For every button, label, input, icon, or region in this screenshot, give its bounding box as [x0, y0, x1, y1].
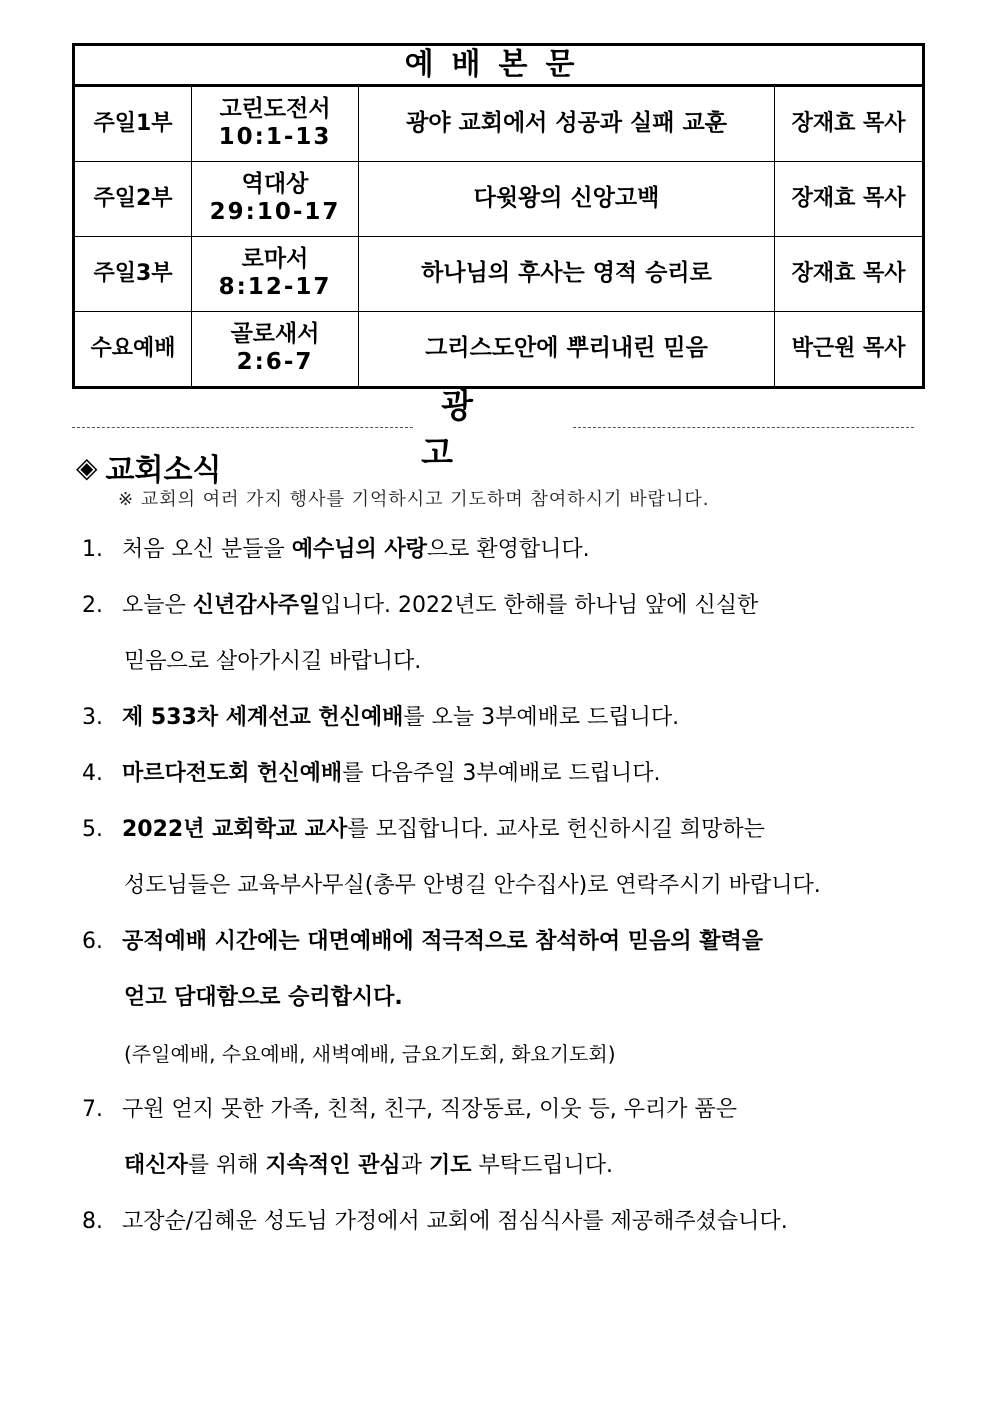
sermon-title: 다윗왕의 신앙고백 [359, 162, 775, 237]
item-text: 으로 환영합니다. [426, 537, 590, 562]
item-text-bold: 2022년 교회학교 교사 [122, 817, 348, 842]
service-name: 주일2부 [74, 162, 192, 237]
scripture-book: 역대상 [241, 171, 309, 198]
list-item-continuation [82, 1144, 922, 1200]
preacher: 장재효 목사 [775, 237, 924, 312]
preacher: 박근원 목사 [775, 312, 924, 388]
preacher: 장재효 목사 [775, 162, 924, 237]
item-text-bold: 신년감사주일 [192, 593, 321, 618]
section-note: ※ 교회의 여러 가지 행사를 기억하시고 기도하며 참여하시기 바랍니다. [118, 489, 710, 510]
scripture-book: 로마서 [241, 246, 309, 273]
item-text: 입니다. 2022년도 한해를 하나님 앞에 신실한 [320, 593, 759, 618]
item-number: 4. [82, 761, 103, 786]
item-text-bold: 제 533차 세계선교 헌신예배 [122, 705, 404, 730]
diamond-icon: ◈ [76, 450, 98, 484]
scripture-verse: 10:1-13 [218, 124, 332, 150]
scripture-verse: 8:12-17 [218, 274, 332, 300]
item-text: 를 위해 [187, 1153, 266, 1178]
list-item-continuation [82, 864, 922, 920]
table-row [74, 86, 924, 162]
list-item [82, 752, 922, 808]
list-item [82, 920, 922, 976]
table-row [74, 162, 924, 237]
item-number: 2. [82, 593, 103, 618]
scripture-reference [192, 312, 359, 388]
item-text: 를 모집합니다. 교사로 헌신하시길 희망하는 [347, 817, 765, 842]
list-item [82, 528, 922, 584]
list-item-continuation [82, 640, 922, 696]
item-text-bold: 기도 [428, 1153, 472, 1178]
section-title-text: 교회소식 [105, 453, 222, 488]
item-text-bold: 얻고 담대함으로 승리합시다. [124, 985, 403, 1010]
item-text: 처음 오신 분들을 [122, 537, 292, 562]
section-title [76, 445, 221, 489]
item-number: 3. [82, 705, 103, 730]
list-item [82, 808, 922, 864]
list-item [82, 696, 922, 752]
table-row [74, 237, 924, 312]
dashed-divider-right [573, 427, 914, 428]
announcements-title: 광고 [421, 386, 508, 472]
scripture-book: 골로새서 [230, 321, 320, 348]
preacher: 장재효 목사 [775, 86, 924, 162]
item-text-bold: 태신자 [124, 1153, 188, 1178]
item-text: 를 다음주일 3부예배로 드립니다. [342, 761, 661, 786]
list-item-continuation [82, 1032, 922, 1088]
item-text: 고장순/김혜운 성도님 가정에서 교회에 점심식사를 제공해주셨습니다. [122, 1209, 788, 1234]
item-text: 믿음으로 살아가시길 바랍니다. [124, 649, 422, 674]
sermon-title: 광야 교회에서 성공과 실패 교훈 [359, 86, 775, 162]
notice-list [82, 528, 922, 1256]
dashed-divider-left [72, 427, 413, 428]
sermon-title: 하나님의 후사는 영적 승리로 [359, 237, 775, 312]
scripture-verse: 2:6-7 [236, 349, 314, 375]
service-name: 주일3부 [74, 237, 192, 312]
worship-table [72, 43, 925, 389]
item-text-bold: 지속적인 관심 [265, 1153, 401, 1178]
item-text: 를 오늘 3부예배로 드립니다. [403, 705, 680, 730]
item-number: 7. [82, 1097, 103, 1122]
worship-table-title: 예배본문 [74, 45, 924, 86]
item-number: 5. [82, 817, 103, 842]
item-text: 오늘은 [122, 593, 193, 618]
scripture-reference [192, 86, 359, 162]
item-text: 구원 얻지 못한 가족, 친척, 친구, 직장동료, 이웃 등, 우리가 품은 [122, 1097, 737, 1122]
item-text-bold: 예수님의 사랑 [291, 537, 427, 562]
item-number: 8. [82, 1209, 103, 1234]
item-text: 성도님들은 교육부사무실(총무 안병길 안수집사)로 연락주시기 바랍니다. [124, 873, 821, 898]
list-item [82, 1200, 922, 1256]
list-item [82, 584, 922, 640]
service-name: 수요예배 [74, 312, 192, 388]
item-text: (주일예배, 수요예배, 새벽예배, 금요기도회, 화요기도회) [124, 1042, 616, 1066]
scripture-reference [192, 237, 359, 312]
item-number: 1. [82, 537, 103, 562]
scripture-verse: 29:10-17 [209, 199, 341, 225]
item-number: 6. [82, 929, 103, 954]
sermon-title: 그리스도안에 뿌리내린 믿음 [359, 312, 775, 388]
table-row [74, 312, 924, 388]
item-text-bold: 마르다전도회 헌신예배 [122, 761, 343, 786]
scripture-book: 고린도전서 [219, 96, 331, 123]
item-text-bold: 공적예배 시간에는 대면예배에 적극적으로 참석하여 믿음의 활력을 [122, 929, 764, 954]
scripture-reference [192, 162, 359, 237]
service-name: 주일1부 [74, 86, 192, 162]
item-text: 부탁드립니다. [471, 1153, 613, 1178]
list-item-continuation [82, 976, 922, 1032]
list-item [82, 1088, 922, 1144]
item-text: 과 [400, 1153, 429, 1178]
